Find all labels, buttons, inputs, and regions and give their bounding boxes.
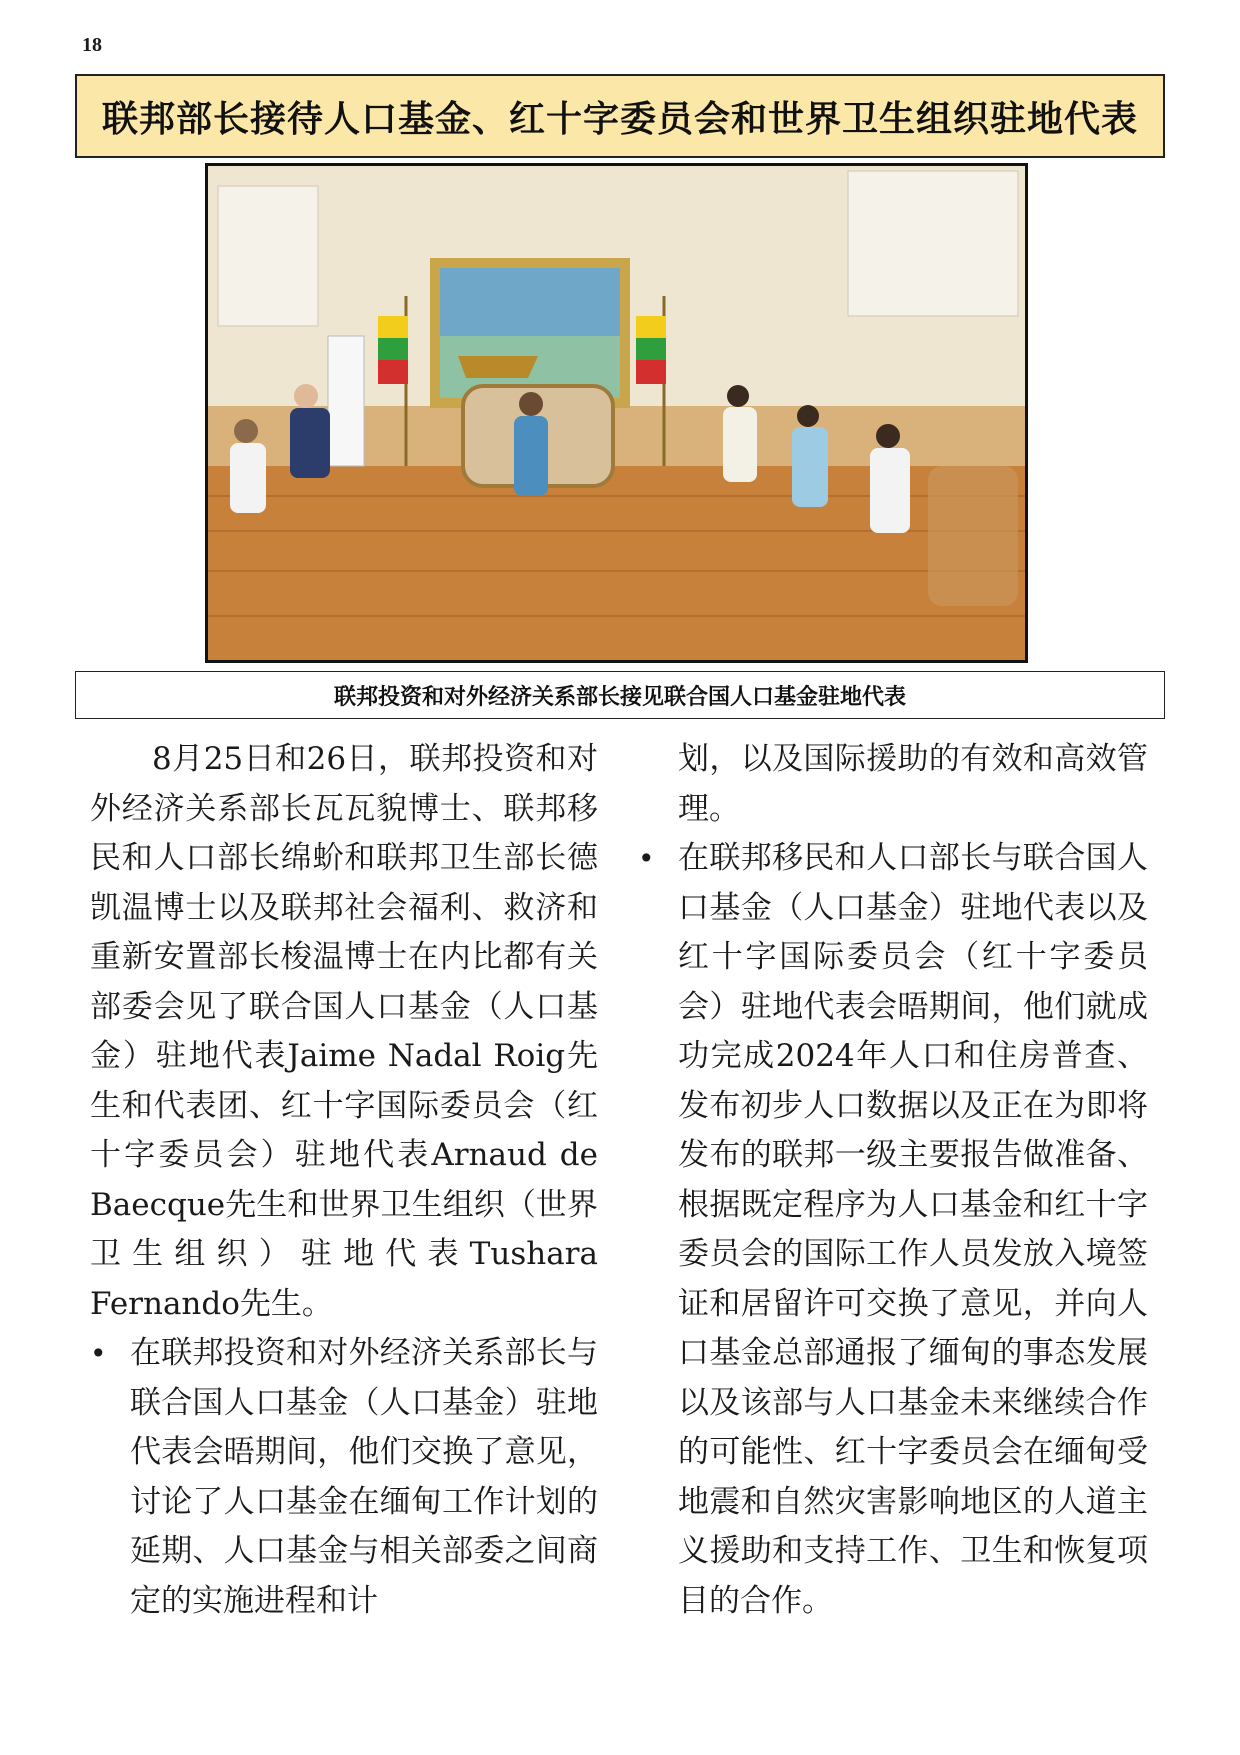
column-left [90, 735, 598, 1626]
bullet-item-2: • 在联邦移民和人口部长与联合国人口基金（人口基金）驻地代表以及红十字国际委员会（红十字委员会）驻地代表会晤期间，他们就成功完成2024年人口和住房普查、发布初步人口数据以及正在为即将发布的联邦一级主要报告做准备、根据既定程序为人口基金和红十字委员会的国际工作人员发放入境签证和居留许可交换了意见，并向人口基金总部通报了缅甸的事态发展以及该部与人口基金未来继续合作的可能性、红十字委员会在缅甸受地震和自然灾害影响地区的人道主义援助和支持工作、卫生和恢复项目的合作。 [638, 834, 1148, 1626]
caption-box [75, 671, 1165, 719]
page-number: 18 [82, 34, 102, 56]
article-intro: 8月25日和26日，联邦投资和对外经济关系部长瓦瓦貌博士、联邦移民和人口部长绵蚧和联邦卫生部长德凯温博士以及联邦社会福利、救济和重新安置部长梭温博士在内比都有关部委会见了联合国人口基金（人口基金）驻地代表Jaime Nadal Roig先生和代表团、红十字国际委员会（红十字委员会）驻地代表Arnaud de Baecque先生和世界卫生组织（世界卫生组织）驻地代表Tushara Fernando先生。 [90, 741, 598, 1322]
bullet-item-1: • 在联邦投资和对外经济关系部长与联合国人口基金（人口基金）驻地代表会晤期间，他们交换了意见，讨论了人口基金在缅甸工作计划的延期、人口基金与相关部委之间商定的实施进程和计 [90, 1329, 598, 1626]
headline: 联邦部长接待人口基金、红十字委员会和世界卫生组织驻地代表 [101, 98, 1138, 140]
headline-box [75, 74, 1165, 158]
column-right [638, 735, 1148, 1626]
photo-caption: 联邦投资和对外经济关系部长接见联合国人口基金驻地代表 [333, 684, 906, 710]
meeting-room-illustration [208, 166, 1025, 660]
news-photo [205, 163, 1028, 663]
bullet-item-1-continued: 划，以及国际援助的有效和高效管理。 [678, 741, 1148, 827]
